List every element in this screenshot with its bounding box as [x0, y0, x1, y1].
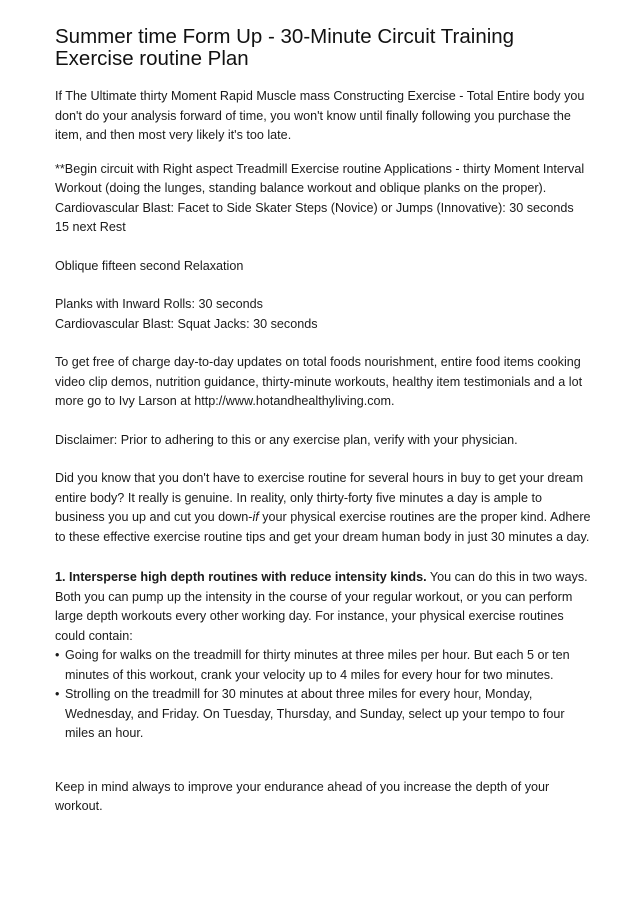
- tip1-heading: 1. Intersperse high depth routines with reduce intensity kinds.: [55, 570, 427, 584]
- list-item-text: Going for walks on the treadmill for thirty minutes at three miles per hour. But each 5 or ten minutes of this workout, crank your velocity up to 4 miles for every hour for two minutes.: [65, 648, 570, 682]
- did-you-know-emphasis: if: [252, 510, 259, 524]
- circuit-start-paragraph: [55, 160, 595, 238]
- disclaimer-paragraph: Disclaimer: Prior to adhering to this or any exercise plan, verify with your physician.: [55, 432, 518, 447]
- tip1-paragraph: [55, 568, 595, 646]
- rest-text: 15 next Rest: [55, 220, 126, 234]
- squat-jacks-text: Cardiovascular Blast: Squat Jacks: 30 seconds: [55, 316, 318, 331]
- bullet-icon: •: [55, 648, 60, 662]
- list-item-text: Strolling on the treadmill for 30 minutes at about three miles for every hour, Monday, Wednesday, and Friday. On Tuesday, Thursday, and Sunday, select up your tempo to four miles an hour.: [65, 687, 565, 740]
- did-you-know-text-start: Did you know that you don't have to exercise routine for several hours in buy to get your dream entire body? It really is genuine. In reality, only thirty-forty five minutes a day is ample to business you up and cut you down-: [55, 471, 584, 524]
- planks-text: Planks with Inward Rolls: 30 seconds: [55, 297, 263, 311]
- list-item: [55, 646, 595, 685]
- document-title: Summer time Form Up - 30-Minute Circuit Training Exercise routine Plan: [55, 25, 515, 70]
- did-you-know-paragraph: [55, 469, 595, 547]
- bullet-icon: •: [55, 687, 60, 701]
- tip1-bullet-list: [55, 646, 595, 744]
- planks-paragraph: [55, 295, 595, 334]
- document-page: [55, 26, 595, 817]
- closing-paragraph: Keep in mind always to improve your endurance ahead of you increase the depth of your workout.: [55, 779, 550, 813]
- oblique-paragraph: Oblique fifteen second Relaxation: [55, 258, 244, 273]
- did-you-know-text-end: your physical exercise routines are the proper kind. Adhere to these effective exercise routine tips and get your dream human body in just 30 minutes a day.: [55, 510, 591, 544]
- circuit-start-text: **Begin circuit with Right aspect Treadmill Exercise routine Applications - thirty Moment Interval Workout (doing the lunges, standing balance workout and oblique planks on the proper). Cardiovascular Blast: Facet to Side Skater Steps (Novice) or Jumps (Innovative): 30 seconds: [55, 161, 585, 215]
- tip1-body: You can do this in two ways. Both you can pump up the intensity in the course of your regular workout, or you can perform large depth workouts every other working day. For instance, your physical exercise routines could contain:: [55, 570, 588, 643]
- list-item: [55, 685, 595, 744]
- updates-paragraph: To get free of charge day-to-day updates on total foods nourishment, entire food items cooking video clip demos, nutrition guidance, thirty-minute workouts, healthy item testimonials and a lot more go to Ivy Larson at http://www.hotandhealthyliving.com.: [55, 355, 583, 408]
- intro-paragraph: If The Ultimate thirty Moment Rapid Muscle mass Constructing Exercise - Total Entire body you don't do your analysis forward of time, you won't know until finally following you purchase the item, and then most very likely it's too late.: [55, 89, 585, 142]
